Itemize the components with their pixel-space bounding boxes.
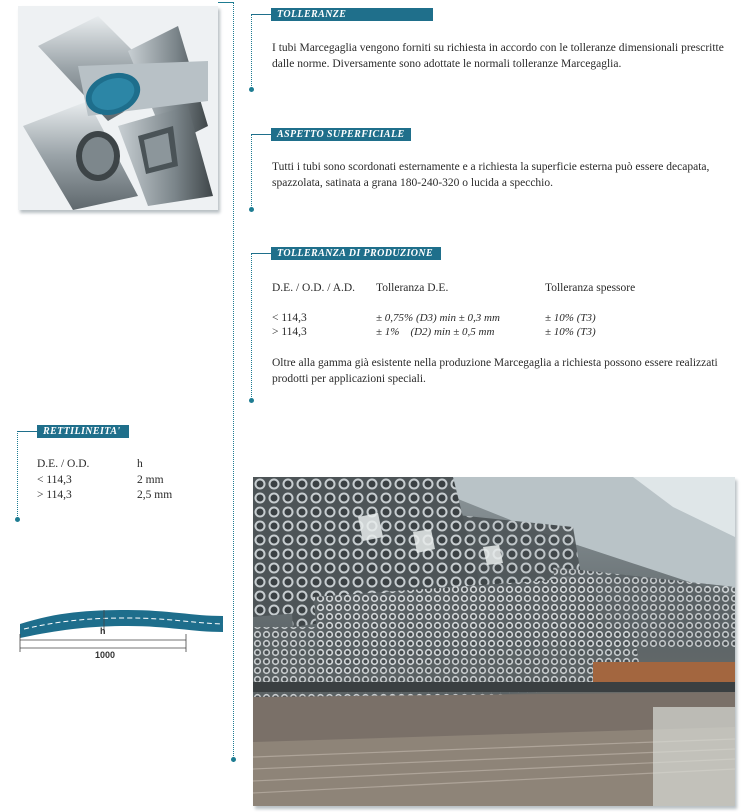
straightness-diagram [18, 604, 230, 662]
guide-line-2 [251, 134, 252, 210]
section-title-rettilineita: RETTILINEITA' [37, 425, 129, 438]
warehouse-photo [253, 477, 735, 806]
section-title-produzione: TOLLERANZA DI PRODUZIONE [271, 247, 441, 260]
tolleranze-body: I tubi Marcegaglia vengono forniti su richiesta in accordo con le tolleranze dimensionali prescritte dalle norme. Diversamente sono adottate le normali tolleranze Marcegaglia. [272, 42, 724, 70]
length-label: 1000 [95, 650, 116, 660]
guide-dot [249, 398, 254, 403]
guide-line-main [233, 2, 234, 762]
guide-line-3 [251, 253, 252, 401]
table-cell: ± 10% (T3) [545, 312, 596, 324]
table-cell: ± 1% (D2) min ± 0,5 mm [376, 326, 495, 338]
guide-dot [15, 517, 20, 522]
table-header: h [137, 458, 143, 470]
section-title-aspetto: ASPETTO SUPERFICIALE [271, 128, 411, 141]
guide-connector [218, 2, 234, 3]
table-header: Tolleranza spessore [545, 282, 636, 294]
guide-dot [249, 87, 254, 92]
table-header: D.E. / O.D. [37, 458, 90, 470]
header-rule [251, 253, 271, 254]
table-cell: ± 10% (T3) [545, 326, 596, 338]
header-rule [17, 431, 37, 432]
table-cell: > 114,3 [37, 489, 72, 501]
table-cell: ± 0,75% (D3) min ± 0,3 mm [376, 312, 500, 324]
table-cell: 2 mm [137, 474, 164, 486]
header-rule [251, 14, 271, 15]
section-title-tolleranze: TOLLERANZE DIMENSIONALI [271, 8, 433, 21]
steel-tubes-photo [18, 6, 218, 210]
table-cell: < 114,3 [37, 474, 72, 486]
table-cell: 2,5 mm [137, 489, 173, 501]
table-header: D.E. / O.D. / A.D. [272, 282, 356, 294]
guide-dot [249, 207, 254, 212]
aspetto-body: Tutti i tubi sono scordonati esternamente e a richiesta la superficie esterna può essere decapata, spazzolata, satinata a grana 180-240-320 o lucida a specchio. [272, 161, 710, 189]
guide-dot [231, 757, 236, 762]
header-rule [251, 134, 271, 135]
table-header: Tolleranza D.E. [376, 282, 449, 294]
guide-line-1 [251, 14, 252, 90]
table-cell: < 114,3 [272, 312, 307, 324]
guide-line-4 [17, 431, 18, 520]
produzione-body: Oltre alla gamma già esistente nella produzione Marcegaglia a richiesta possono essere realizzati prodotti per applicazioni speciali. [272, 357, 718, 385]
h-label: h [100, 626, 106, 636]
table-cell: > 114,3 [272, 326, 307, 338]
